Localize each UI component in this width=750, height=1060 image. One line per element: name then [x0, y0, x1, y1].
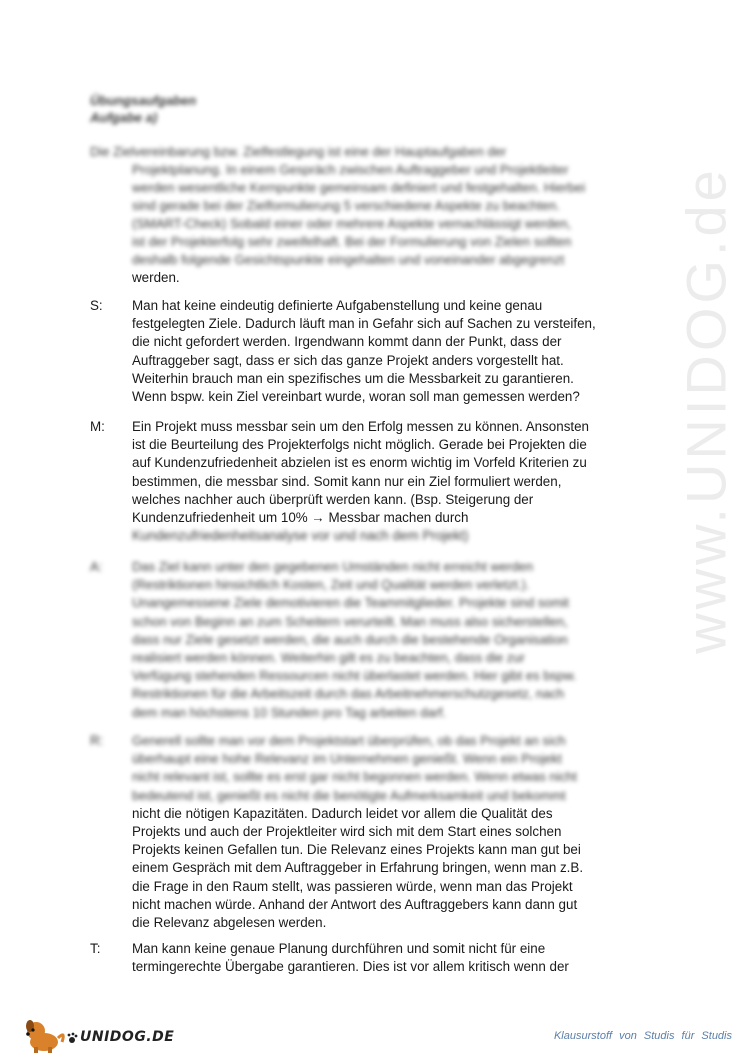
text-line: Ein Projekt muss messbar sein um den Erfolg messen zu können. Ansonsten	[132, 419, 590, 434]
text-line: Die Zielvereinbarung bzw. Zielfestlegung ist eine der Hauptaufgaben der	[90, 144, 507, 159]
dog-mascot-icon	[22, 1018, 82, 1054]
text-line: schon von Beginn an zum Scheitern verurteilt. Man muss also sicherstellen,	[132, 613, 568, 629]
text-line: einem Gespräch mit dem Auftraggeber in Erfahrung bringen, wenn man z.B.	[132, 860, 584, 876]
text-line: Unangemessene Ziele demotivieren die Teammitglieder. Projekte sind somit	[132, 595, 569, 611]
text-line: deshalb folgende Gesichtspunkte eingehalten und voneinander abgegrenzt	[132, 252, 565, 267]
section-letter: M:	[90, 419, 105, 434]
text-line: sind gerade bei der Zielformulierung 5 verschiedene Aspekte zu beachten.	[132, 198, 560, 213]
section-letter: T:	[90, 941, 101, 956]
text-line: dem man höchstens 10 Stunden pro Tag arbeiten darf.	[132, 704, 447, 720]
text-line: die Relevanz abgelesen werden.	[132, 915, 327, 931]
text-line: dass nur Ziele gesetzt werden, die auch durch die bestehende Organisation	[132, 631, 568, 647]
section-body	[132, 418, 672, 545]
text-line: werden wesentliche Kernpunkte gemeinsam definiert und festgehalten. Hierbei	[132, 180, 586, 195]
text-line: nicht die nötigen Kapazitäten. Dadurch leidet vor allem die Qualität des	[132, 805, 553, 821]
text-line: Projekts keinen Gefallen tun. Die Relevanz eines Projekts kann man gut bei	[132, 842, 581, 858]
unidog-logo	[22, 1018, 182, 1052]
text-line: Projektplanung. In einem Gespräch zwischen Auftraggeber und Projektleiter	[132, 162, 569, 177]
text-line: Kundenzufriedenheit um 10% → Messbar machen durch	[132, 510, 469, 526]
text-line: Generell sollte man vor dem Projektstart überprüfen, ob das Projekt an sich	[132, 733, 566, 748]
heading-subtitle: Aufgabe a)	[90, 110, 158, 125]
text-line: ist die Beurteilung des Projekterfolgs nicht möglich. Gerade bei Projekten die	[132, 437, 587, 453]
text-line: überhaupt eine hohe Relevanz im Unternehmen genießt. Wenn ein Projekt	[132, 751, 562, 767]
text-line: Kundenzufriedenheitsanalyse vor und nach dem Projekt)	[132, 528, 469, 544]
intro-blurred-text	[90, 143, 645, 269]
intro-paragraph	[90, 143, 645, 287]
text-line: Restriktionen für die Arbeitszeit durch das Arbeitnehmerschutzgesetz, nach	[132, 686, 565, 702]
text-line: welches nachher auch überprüft werden kann. (Bsp. Steigerung der	[132, 491, 534, 507]
text-line: Das Ziel kann unter den gegebenen Umständen nicht erreicht werden	[132, 559, 534, 574]
section-body	[132, 732, 672, 932]
text-line: Auftraggeber sagt, dass er sich das ganze Projekt anders vorgestellt hat.	[132, 352, 564, 368]
text-line: die Frage in den Raum stellt, was passieren würde, wenn man das Projekt	[132, 878, 573, 894]
text-line: festgelegten Ziele. Dadurch läuft man in Gefahr sich auf Sachen zu versteifen,	[132, 316, 596, 332]
heading-title: Übungsaufgaben	[90, 93, 197, 108]
text-line: werden.	[132, 270, 180, 285]
text-line: Wenn bspw. kein Ziel vereinbart wurde, woran soll man gemessen werden?	[132, 389, 580, 405]
section-body	[132, 558, 672, 722]
text-line: termingerechte Übergabe garantieren. Dies ist vor allem kritisch wenn der	[132, 959, 569, 975]
text-line: (SMART-Check) Sobald einer oder mehrere Aspekte vernachlässigt werden,	[132, 216, 572, 231]
text-line: die nicht gefordert werden. Irgendwann kommt dann der Punkt, dass der	[132, 334, 562, 350]
text-line: (Restriktionen hinsichtlich Kosten, Zeit und Qualität werden verletzt.).	[132, 577, 530, 593]
text-line: auf Kundenzufriedenheit abzielen ist es enorm wichtig im Vorfeld Kriterien zu	[132, 455, 587, 471]
section-body	[132, 297, 672, 406]
page-heading	[90, 92, 196, 126]
text-line: Man hat keine eindeutig definierte Aufgabenstellung und keine genau	[132, 298, 543, 313]
section-letter: R:	[90, 733, 104, 748]
text-line: bedeutend ist, genießt es nicht die benötigte Aufmerksamkeit und bekommt	[132, 787, 566, 803]
text-line: nicht machen würde. Anhand der Antwort des Auftraggebers kann dann gut	[132, 896, 578, 912]
text-line: ist der Projekterfolg sehr zweifelhaft. Bei der Formulierung von Zielen sollten	[132, 234, 572, 249]
text-line: bestimmen, die messbar sind. Somit kann nur ein Ziel formuliert werden,	[132, 473, 562, 489]
watermark: www.UNIDOG.de	[674, 166, 738, 654]
text-line: realisiert werden können. Weiterhin gilt es zu beachten, dass die zur	[132, 650, 525, 666]
text-line: nicht relevant ist, sollte es erst gar nicht begonnen werden. Wenn etwas nicht	[132, 769, 577, 785]
r-blurred-text	[132, 732, 672, 805]
text-line: Projekts und auch der Projektleiter wird sich mit dem Start eines solchen	[132, 824, 562, 840]
footer-tagline: Klausurstoff von Studis für Studis	[553, 1030, 732, 1042]
text-line: Weiterhin brauch man ein spezifisches um die Messbarkeit zu garantieren.	[132, 370, 574, 386]
section-body	[132, 940, 672, 976]
text-line: Man kann keine genaue Planung durchführen und somit nicht für eine	[132, 941, 546, 956]
text-line: Verfügung stehenden Ressourcen nicht überlastet werden. Hier gibt es bspw.	[132, 668, 577, 684]
section-letter: A:	[90, 559, 103, 574]
section-letter: S:	[90, 298, 103, 313]
logo-text: UNIDOG.DE	[80, 1029, 175, 1045]
